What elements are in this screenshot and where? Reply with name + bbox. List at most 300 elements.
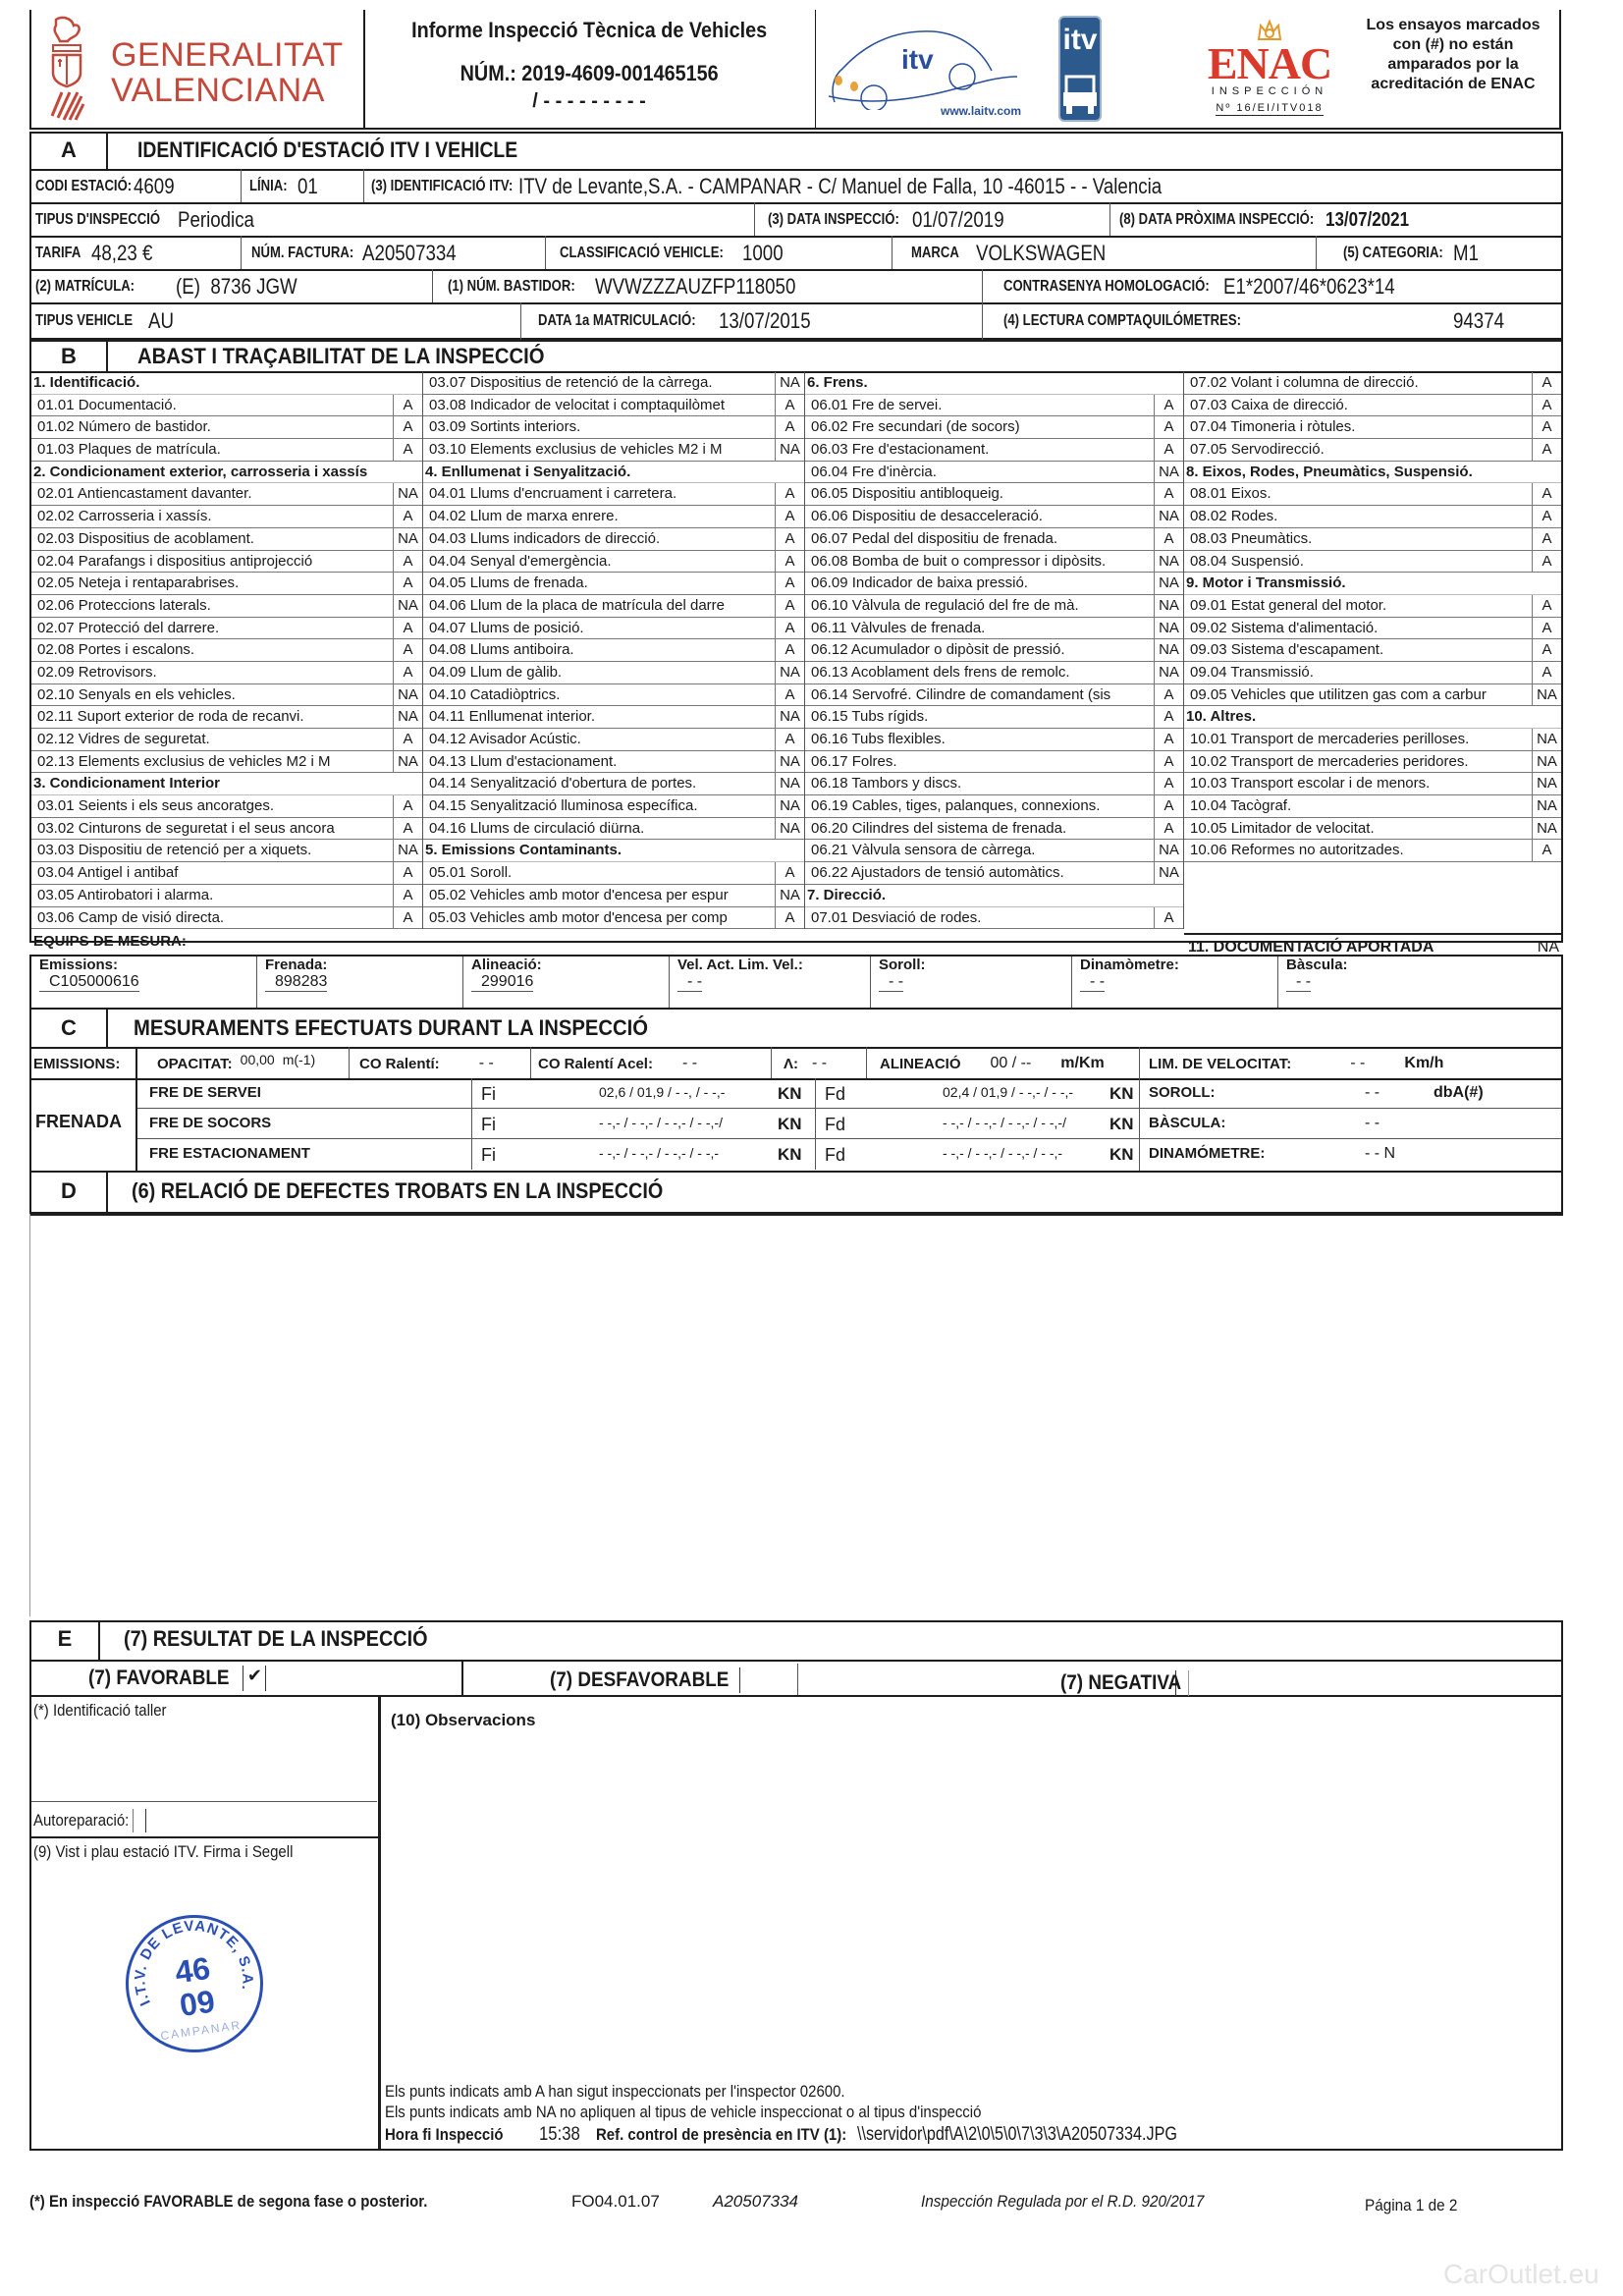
checklist-item-status: A [775, 729, 804, 750]
checklist-item-label: 02.06 Proteccions laterals. [37, 596, 211, 614]
checklist-item-status: A [775, 416, 804, 438]
checklist-item-label: 07.02 Volant i columna de direcció. [1190, 374, 1419, 391]
generalitat-logo [44, 16, 358, 122]
data-proxima-label: (8) DATA PRÒXIMA INSPECCIÓ: [1119, 211, 1315, 228]
checklist-item [805, 551, 1183, 574]
tipus-inspeccio-value: Periodica [177, 207, 254, 232]
equip-cell [463, 957, 670, 1008]
taller-label-wrap [33, 1701, 185, 1721]
tipus-vehicle-field [35, 304, 178, 338]
checklist-item-label: 08.03 Pneumàtics. [1190, 529, 1313, 547]
checklist-item [1184, 416, 1561, 439]
checklist-item [423, 395, 804, 417]
enac-disclaimer: Los ensayos marcados con (#) no están amparados por la acreditación de ENAC [1366, 17, 1541, 92]
checklist-item-label: 04.03 Llums indicadors de direcció. [429, 529, 661, 547]
checklist-item-status: A [775, 551, 804, 573]
checklist-item-label: 06.11 Vàlvules de frenada. [811, 619, 986, 636]
report-number-wrap [365, 61, 813, 86]
checklist-item [423, 662, 804, 684]
checklist-item-label: 04.01 Llums d'encruament i carretera. [429, 485, 677, 503]
bastidor-field [448, 271, 832, 302]
lambda-label: Λ: [784, 1055, 798, 1072]
fd-value: 02,4 / 01,9 / - -,- / - -,- [943, 1084, 1074, 1100]
checklist-item [31, 416, 422, 439]
tarifa-value: 48,23 € [90, 241, 152, 265]
checklist-item-status: NA [1154, 862, 1183, 884]
checklist-item-label: 06.12 Acumulador o dipòsit de pressió. [811, 641, 1065, 659]
checklist-item [423, 528, 804, 551]
car-outline-icon [825, 22, 1021, 110]
checklist-item [805, 483, 1183, 506]
checklist-item [805, 907, 1183, 930]
equip-value: - - [1080, 973, 1105, 992]
fd-value: - -,- / - -,- / - -,- / - -,-/ [943, 1115, 1066, 1130]
checklist-item-label: 10.04 Tacògraf. [1190, 797, 1292, 815]
footer-note-wrap [29, 2192, 482, 2212]
section-c-title-wrap [134, 1015, 693, 1041]
hora-value: 15:38 [538, 2124, 580, 2145]
divider [378, 1695, 381, 2151]
page-number: Página 1 de 2 [1365, 2196, 1458, 2214]
divider [1139, 1109, 1140, 1139]
checklist-column-4 [1184, 372, 1561, 862]
checklist-item-status: A [393, 885, 422, 906]
checklist-item-status: A [775, 483, 804, 505]
frenada-row [137, 1139, 1561, 1170]
divider [530, 1047, 531, 1078]
divider [471, 1109, 472, 1139]
checklist-item [31, 795, 422, 818]
equip-label: Alineació: [471, 957, 542, 973]
fd-unit: KN [1109, 1115, 1134, 1133]
checklist-item-status: NA [775, 372, 804, 394]
checklist-item-status: A [1154, 416, 1183, 438]
checklist-item-label: 06.19 Cables, tiges, palanques, connexions. [811, 797, 1101, 815]
frenada-row [137, 1078, 1561, 1109]
checklist-item-label: 10.02 Transport de mercaderies peridores. [1190, 752, 1469, 770]
checklist-item [1184, 751, 1561, 774]
equip-value: - - [677, 973, 702, 992]
checklist-item-status: A [393, 416, 422, 438]
checklist-item [423, 372, 804, 395]
checklist-item-label: 10.03 Transport escolar i de menors. [1190, 775, 1431, 793]
checklist-item-label: 03.01 Seients i els seus ancoratges. [37, 797, 274, 815]
checklist-item [805, 595, 1183, 618]
checklist-item-status: A [1532, 416, 1561, 438]
checklist-item-status: A [393, 439, 422, 461]
data-inspeccio-label: (3) DATA INSPECCIÓ: [768, 211, 899, 228]
categoria-field [1343, 238, 1484, 269]
checklist-item-label: 06.03 Fre d'estacionament. [811, 441, 990, 459]
report-number-suffix: / - - - - - - - - - [532, 90, 646, 112]
marca-field [911, 238, 1128, 269]
autoreparacio-field [33, 1807, 146, 1834]
negativa-option[interactable] [1060, 1667, 1189, 1700]
page-number-wrap [1365, 2196, 1468, 2215]
checklist-item [805, 862, 1183, 885]
frenada-row-name: FRE DE SERVEI [149, 1084, 261, 1101]
checklist-item-label: 04.09 Llum de gàlib. [429, 663, 563, 681]
categoria-label: (5) CATEGORIA: [1343, 245, 1443, 261]
divider [461, 1660, 463, 1695]
checklist-item [31, 885, 422, 907]
lim-velocitat-unit: Km/h [1404, 1055, 1444, 1071]
checklist-item-status: NA [1154, 506, 1183, 527]
checklist-item-label: 05.03 Vehicles amb motor d'encesa per comp [429, 908, 728, 926]
checklist-item-label: 10.05 Limitador de velocitat. [1190, 819, 1375, 837]
checklist-item [1184, 439, 1561, 462]
checklist-item-status: NA [393, 751, 422, 773]
checklist-item-label: 03.10 Elements exclusius de vehicles M2 i M [429, 441, 723, 459]
checklist-item-status: NA [1154, 639, 1183, 661]
fi-label: Fi [481, 1145, 496, 1165]
section-b-letter: B [61, 344, 77, 368]
checklist-item-status: A [393, 395, 422, 416]
measure-label: DINAMÓMETRE: [1149, 1145, 1266, 1162]
lim-velocitat-field [1149, 1049, 1443, 1078]
car-front-icon [1060, 69, 1100, 118]
vist-label: (9) Vist i plau estació ITV. Firma i Segell [33, 1842, 294, 1861]
checklist-item-label: 10.06 Reformes no autoritzades. [1190, 842, 1404, 859]
checklist-item-label: 06.09 Indicador de baixa pressió. [811, 574, 1028, 592]
frenada-rows [137, 1078, 1561, 1171]
checklist-item [1184, 618, 1561, 640]
checklist-item-status: NA [393, 684, 422, 706]
checklist-item-status: A [393, 795, 422, 817]
divider [892, 236, 893, 269]
hora-ref-row [385, 2123, 1233, 2147]
checklist-item-label: 04.04 Senyal d'emergència. [429, 552, 612, 570]
checklist-item-label: 02.11 Suport exterior de roda de recanvi. [37, 708, 304, 726]
checklist-item-label: 01.01 Documentació. [37, 396, 177, 413]
checklist-item-label: 07.01 Desviació de rodes. [811, 908, 982, 926]
stamp-number-1: 46 [172, 1949, 213, 1991]
fd-value: - -,- / - -,- / - -,- / - -,- [943, 1145, 1063, 1161]
divider [815, 1109, 816, 1139]
data-proxima-value: 13/07/2021 [1325, 208, 1409, 231]
checklist-item-label: 02.13 Elements exclusius de vehicles M2 i M [37, 752, 331, 770]
negativa-label: (7) NEGATIVA [1060, 1671, 1182, 1694]
checklist-item-status: NA [1532, 751, 1561, 773]
homologacio-label: CONTRASENYA HOMOLOGACIÓ: [1003, 278, 1210, 295]
divider [471, 1078, 472, 1109]
fd-label: Fd [825, 1084, 846, 1104]
divider [432, 269, 433, 302]
ref-label: Ref. control de presència en ITV (1): [595, 2125, 846, 2144]
tipus-vehicle-value: AU [147, 308, 174, 333]
equip-cell [1072, 957, 1278, 1008]
categoria-value: M1 [1453, 241, 1480, 265]
checklist-item [423, 706, 804, 729]
divider [363, 169, 364, 202]
divider [106, 1171, 108, 1214]
checklist-item-label: 06.10 Vàlvula de regulació del fre de mà. [811, 596, 1079, 614]
divider [1316, 236, 1317, 269]
footer-note: (*) En inspecció FAVORABLE de segona fase o posterior. [29, 2192, 428, 2211]
equip-label: Soroll: [879, 957, 926, 973]
equips-label-wrap [33, 933, 187, 951]
equip-value: - - [879, 973, 903, 992]
fd-label: Fd [825, 1115, 846, 1134]
data-proxima-field [1119, 204, 1424, 236]
alineacio-field [880, 1049, 1105, 1078]
checklist-item-label: 01.03 Plaques de matrícula. [37, 441, 221, 459]
org-name-line1: GENERALITAT [111, 36, 344, 74]
equip-cell [1278, 957, 1561, 1008]
checklist-item [1184, 506, 1561, 528]
checklist-item [805, 573, 1183, 595]
checklist-item [31, 662, 422, 684]
checklist-item-status: A [393, 862, 422, 884]
co-ralenti-acel-label: CO Ralentí Acel: [538, 1055, 653, 1072]
checklist-item [805, 416, 1183, 439]
checklist-item [805, 751, 1183, 774]
checklist-item-status: NA [1154, 840, 1183, 861]
divider [135, 1047, 137, 1078]
laitv-url: www.laitv.com [941, 104, 1022, 118]
checklist-item-status: NA [775, 439, 804, 461]
checklist-item-label: 04.07 Llums de posició. [429, 619, 584, 636]
laitv-logo [825, 22, 1021, 124]
favorable-label: (7) FAVORABLE [88, 1667, 230, 1689]
checklist-item-status: A [1532, 528, 1561, 550]
data-matriculacio-field [538, 304, 827, 338]
alineacio-unit: m/Km [1060, 1055, 1105, 1071]
fi-label: Fi [481, 1084, 496, 1104]
checklist-item-label: 02.05 Neteja i rentaparabrises. [37, 574, 240, 592]
checklist-item [31, 751, 422, 774]
lambda-value: - - [812, 1055, 828, 1071]
opacitat-field [157, 1049, 315, 1078]
fi-value: - -,- / - -,- / - -,- / - -,- [599, 1145, 720, 1161]
checklist-item-status: NA [775, 885, 804, 906]
factura-label: NÚM. FACTURA: [251, 245, 354, 261]
checklist-item-label: 08.01 Eixos. [1190, 485, 1271, 503]
checklist-item-status: NA [393, 595, 422, 617]
checklist-column-1 [31, 372, 423, 929]
checklist-item [423, 439, 804, 462]
checklist-item-status: NA [1154, 573, 1183, 594]
report-title: Informe Inspecció Tècnica de Vehicles [410, 18, 768, 42]
autoreparacio-checkbox[interactable] [133, 1809, 146, 1832]
divider [815, 10, 816, 130]
documentacio-value: NA [1537, 939, 1559, 956]
lambda-field [784, 1049, 827, 1078]
favorable-checkbox[interactable]: ✔ [243, 1666, 266, 1691]
enac-sub: INSPECCIÓN [1211, 85, 1328, 97]
checklist-item [805, 818, 1183, 841]
checklist-item-status: A [1154, 483, 1183, 505]
comptaquilometres-value: 94374 [1453, 308, 1505, 333]
checklist-item-status: A [1532, 840, 1561, 861]
checklist-item-label: 02.07 Protecció del darrere. [37, 619, 220, 636]
tarifa-field [35, 238, 163, 269]
enac-text: ENAC [1207, 38, 1332, 88]
checklist-item-label: 06.22 Ajustadors de tensió automàtics. [811, 864, 1064, 882]
checklist-item-status: A [1532, 506, 1561, 527]
checklist-item [805, 618, 1183, 640]
favorable-option[interactable] [88, 1662, 266, 1695]
bastidor-value: WVWZZZAUZFP118050 [595, 274, 796, 299]
checklist-item-status: NA [775, 795, 804, 817]
alineacio-label: ALINEACIÓ [880, 1055, 961, 1072]
report-number: NÚM.: 2019-4609-001465156 [460, 61, 719, 85]
codi-estacio-value: 4609 [133, 174, 175, 198]
checklist-item [423, 639, 804, 662]
checklist-item-status: A [775, 506, 804, 527]
checklist-item-label: 06.04 Fre d'inèrcia. [811, 463, 937, 480]
checklist-item [423, 618, 804, 640]
coat-of-arms-icon [48, 16, 85, 122]
checklist-item-status: A [393, 506, 422, 527]
checklist-item-status: A [775, 639, 804, 661]
checklist-item [805, 662, 1183, 684]
checklist-item-status: NA [1532, 684, 1561, 706]
checklist-item-status: A [775, 907, 804, 929]
lim-velocitat-value: - - [1350, 1055, 1366, 1071]
divider [241, 236, 242, 269]
checklist-item [423, 551, 804, 574]
svg-text:itv: itv [901, 44, 934, 75]
desfavorable-option[interactable] [550, 1664, 751, 1697]
checklist-item-status: NA [775, 662, 804, 683]
data-inspeccio-value: 01/07/2019 [912, 207, 1004, 232]
measure-label: BÀSCULA: [1149, 1115, 1226, 1131]
checklist-item-label: 04.08 Llums antiboira. [429, 641, 574, 659]
checklist-item [1184, 483, 1561, 506]
stamp-bottom-text: CAMPANAR [159, 2017, 243, 2044]
classificacio-label: CLASSIFICACIÓ VEHICLE: [560, 245, 724, 261]
divider [1139, 1139, 1140, 1170]
classificacio-value: 1000 [741, 241, 784, 265]
checklist-group-heading: 2. Condicionament exterior, carrosseria i xassís [31, 462, 422, 484]
checklist-item-status: A [1532, 372, 1561, 394]
checklist-item [1184, 818, 1561, 841]
checklist-item-label: 02.10 Senyals en els vehicles. [37, 685, 236, 703]
checklist-item-label: 04.06 Llum de la placa de matrícula del darre [429, 596, 726, 614]
marca-value: VOLKSWAGEN [975, 241, 1106, 265]
co-ralenti-field [359, 1049, 494, 1078]
equip-label: Bàscula: [1286, 957, 1348, 973]
checklist-item-label: 06.16 Tubs flexibles. [811, 731, 946, 747]
checklist-item-label: 06.21 Vàlvula sensora de càrrega. [811, 842, 1036, 859]
divider [106, 132, 108, 169]
equip-value: 299016 [471, 973, 533, 992]
checklist-item-label: 08.02 Rodes. [1190, 508, 1278, 525]
checklist-item [805, 506, 1183, 528]
checklist-item-label: 06.20 Cilindres del sistema de frenada. [811, 819, 1067, 837]
footer-invoice: A20507334 [713, 2192, 798, 2211]
checklist-item-status: NA [393, 706, 422, 728]
checklist-group-heading: 7. Direcció. [805, 885, 1183, 907]
opacitat-label: OPACITAT: [157, 1055, 233, 1072]
factura-field [251, 238, 473, 269]
section-d-title: (6) RELACIÓ DE DEFECTES TROBATS EN LA INSPECCIÓ [132, 1178, 664, 1203]
co-ralenti-value: - - [478, 1055, 494, 1071]
comptaquilometres-value-wrap [1453, 308, 1513, 334]
checklist-item-status: A [1154, 684, 1183, 706]
checklist-item-status: NA [775, 773, 804, 794]
equip-cell [31, 957, 257, 1008]
checklist-group-heading: 8. Eixos, Rodes, Pneumàtics, Suspensió. [1184, 462, 1561, 484]
regulation-wrap [921, 2192, 1235, 2212]
stamp-number-2: 09 [177, 1983, 217, 2024]
checklist-item-status: NA [1532, 773, 1561, 794]
checklist-item-label: 03.03 Dispositiu de retenció per a xiquets. [37, 842, 312, 859]
equip-cell [670, 957, 871, 1008]
org-name-line2: VALENCIANA [111, 72, 325, 109]
emissions-label-text: EMISSIONS: [33, 1055, 121, 1072]
checklist-item [423, 483, 804, 506]
checklist-group-heading: 10. Altres. [1184, 706, 1561, 729]
divider [349, 1047, 350, 1078]
equip-value: - - [1286, 973, 1311, 992]
checklist-item-label: 07.05 Servodirecció. [1190, 441, 1325, 459]
checklist-item-status: A [393, 662, 422, 683]
checklist-item-label: 06.13 Acoblament dels frens de remolc. [811, 663, 1070, 681]
co-ralenti-label: CO Ralentí: [359, 1055, 440, 1072]
checklist-item-status: A [1532, 439, 1561, 461]
checklist-item-status: A [1532, 662, 1561, 683]
checklist-item [423, 751, 804, 774]
checklist-item-label: 09.02 Sistema d'alimentació. [1190, 619, 1379, 636]
equip-cell [871, 957, 1072, 1008]
checklist-item-label: 10.01 Transport de mercaderies perilloses. [1190, 731, 1470, 747]
divider [29, 1695, 1563, 1697]
inspection-notes [385, 2080, 907, 2103]
checklist-item [1184, 372, 1561, 395]
checklist-item-label: 08.04 Suspensió. [1190, 552, 1304, 570]
divider [866, 1047, 867, 1078]
frenada-label: FRENADA [35, 1112, 122, 1131]
checklist-item-status: A [1532, 618, 1561, 639]
checklist-item-label: 03.02 Cinturons de seguretat i el seus ancora [37, 819, 335, 837]
checklist-item [1184, 595, 1561, 618]
checklist-item [805, 773, 1183, 795]
frenada-row-name: FRE DE SOCORS [149, 1115, 272, 1131]
checklist-item [805, 395, 1183, 417]
checklist-item [423, 885, 804, 907]
divider [815, 1139, 816, 1170]
checklist-item [423, 595, 804, 618]
section-d-title-wrap [132, 1178, 722, 1204]
checklist-group-heading: 5. Emissions Contaminants. [423, 840, 804, 862]
checklist-item [1184, 551, 1561, 574]
checklist-item [423, 416, 804, 439]
measure-value: - - [1365, 1084, 1380, 1101]
divider [471, 1139, 472, 1170]
checklist-group-heading: 4. Enllumenat i Senyalització. [423, 462, 804, 484]
identificacio-itv-value: ITV de Levante,S.A. - CAMPANAR - C/ Manuel de Falla, 10 -46015 - - Valencia [518, 174, 1163, 198]
checklist-item-label: 02.01 Antiencastament davanter. [37, 485, 252, 503]
equips-label: EQUIPS DE MESURA: [33, 933, 187, 950]
frenada-row [137, 1109, 1561, 1139]
checklist-item [423, 506, 804, 528]
matricula-field [35, 271, 319, 302]
checklist-item-label: 03.06 Camp de visió directa. [37, 908, 225, 926]
desfavorable-checkbox[interactable] [739, 1667, 751, 1693]
checklist-group-heading: 3. Condicionament Interior [31, 773, 422, 795]
tipus-vehicle-label: TIPUS VEHICLE [35, 312, 134, 329]
measure-unit: dbA(#) [1434, 1084, 1484, 1101]
checklist-item [31, 573, 422, 595]
section-a-title-wrap [137, 137, 569, 163]
checklist-item [423, 907, 804, 930]
section-e [29, 1620, 1563, 2151]
emissions-label [33, 1049, 120, 1078]
checklist-item [805, 684, 1183, 707]
checklist-item-status: A [1154, 907, 1183, 929]
